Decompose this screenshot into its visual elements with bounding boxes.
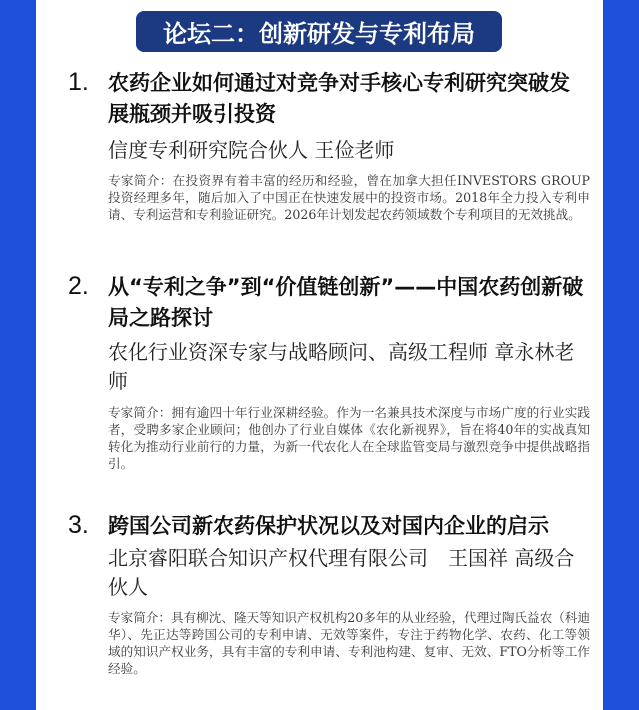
item-number: 1. — [68, 68, 89, 96]
speaker-info: 农化行业资深专家与战略顾问、高级工程师 章永林老师 — [108, 340, 575, 393]
speaker-bio: 专家简介：具有柳沈、隆天等知识产权机构20多年的从业经验，代理过陶氏益农（科迪华）、先正达等跨国公司的专利申请、无效等案件，专注于药物化学、农药、化工等领域的知识产权业务，具有丰富的专利申请、专利池构建、复审、无效、FTO分析等工作经验。 — [108, 610, 590, 676]
speaker-info: 北京睿阳联合知识产权代理有限公司 王国祥 高级合伙人 — [108, 546, 575, 599]
speaker-bio: 专家简介：拥有逾四十年行业深耕经验。作为一名兼具技术深度与市场广度的行业实践者，受聘多家企业顾问；他创办了行业自媒体《农化新视界》，旨在将40年的实战真知转化为推动行业前行的力量，为新一代农化人在全球监管变局与激烈竞争中提供战略指引。 — [108, 405, 590, 471]
item-number: 3. — [68, 511, 89, 539]
talk-title: 农药企业如何通过对竞争对手核心专利研究突破发展瓶颈并吸引投资 — [108, 71, 570, 126]
speaker-info: 信度专利研究院合伙人 王俭老师 — [108, 138, 395, 162]
content-card — [36, 0, 603, 710]
item-number: 2. — [68, 272, 89, 300]
speaker-bio: 专家简介：在投资界有着丰富的经历和经验，曾在加拿大担任INVESTORS GROUP 投资经理多年，随后加入了中国正在快速发展中的投资市场。2018年全力投入专利申请、专利运营和专利验证研究。2026年计划发起农药领域数个专利项目的无效挑战。 — [108, 173, 590, 222]
talk-title: 从“专利之争”到“价值链创新”——中国农药创新破局之路探讨 — [108, 275, 584, 330]
talk-title: 跨国公司新农药保护状况以及对国内企业的启示 — [108, 514, 549, 538]
section-banner — [136, 11, 502, 52]
section-title: 论坛二：创新研发与专利布局 — [163, 20, 475, 48]
